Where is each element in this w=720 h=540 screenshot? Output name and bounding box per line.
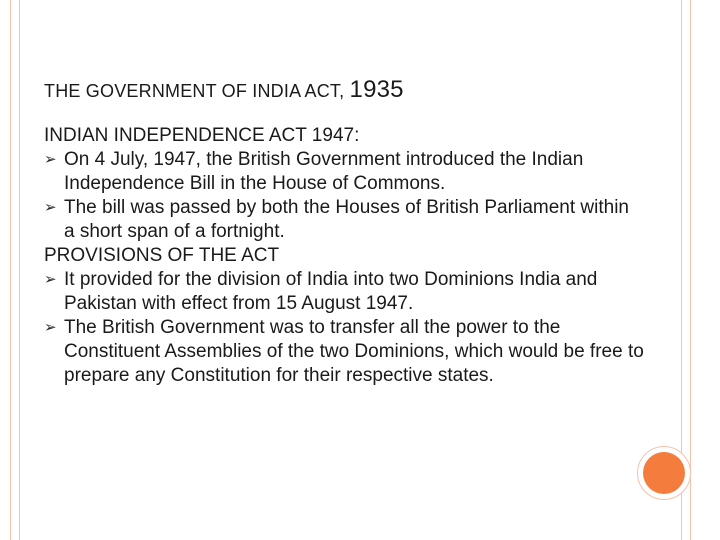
decorative-circle-dot [643,452,685,494]
bullet-item [44,316,644,388]
section-heading-provisions: PROVISIONS OF THE ACT [44,245,280,266]
arrowhead-bullet-icon: ➢ [44,319,57,336]
bullet-text: The bill was passed by both the Houses of British Parliament within a short span of a fortnight. [64,197,629,242]
section-heading-independence-act: INDIAN INDEPENDENCE ACT 1947: [44,125,360,146]
left-decorative-border [10,0,20,540]
slide-body [44,124,644,388]
bullet-item [44,268,644,316]
slide-title [44,76,404,104]
arrowhead-bullet-icon: ➢ [44,151,57,168]
bullet-item [44,196,644,244]
arrowhead-bullet-icon: ➢ [44,199,57,216]
bullet-text: The British Government was to transfer all the power to the Constituent Assemblies of the two Dominions, which would be free to prepare any Constitution for their respective states. [64,317,644,386]
slide-title-year: 1935 [349,76,404,103]
bullet-item [44,148,644,196]
bullet-text: On 4 July, 1947, the British Government introduced the Indian Independence Bill in the House of Commons. [64,149,584,194]
arrowhead-bullet-icon: ➢ [44,271,57,288]
slide-title-text: THE GOVERNMENT OF INDIA ACT, [44,81,345,101]
bullet-text: It provided for the division of India into two Dominions India and Pakistan with effect from 15 August 1947. [64,269,598,314]
